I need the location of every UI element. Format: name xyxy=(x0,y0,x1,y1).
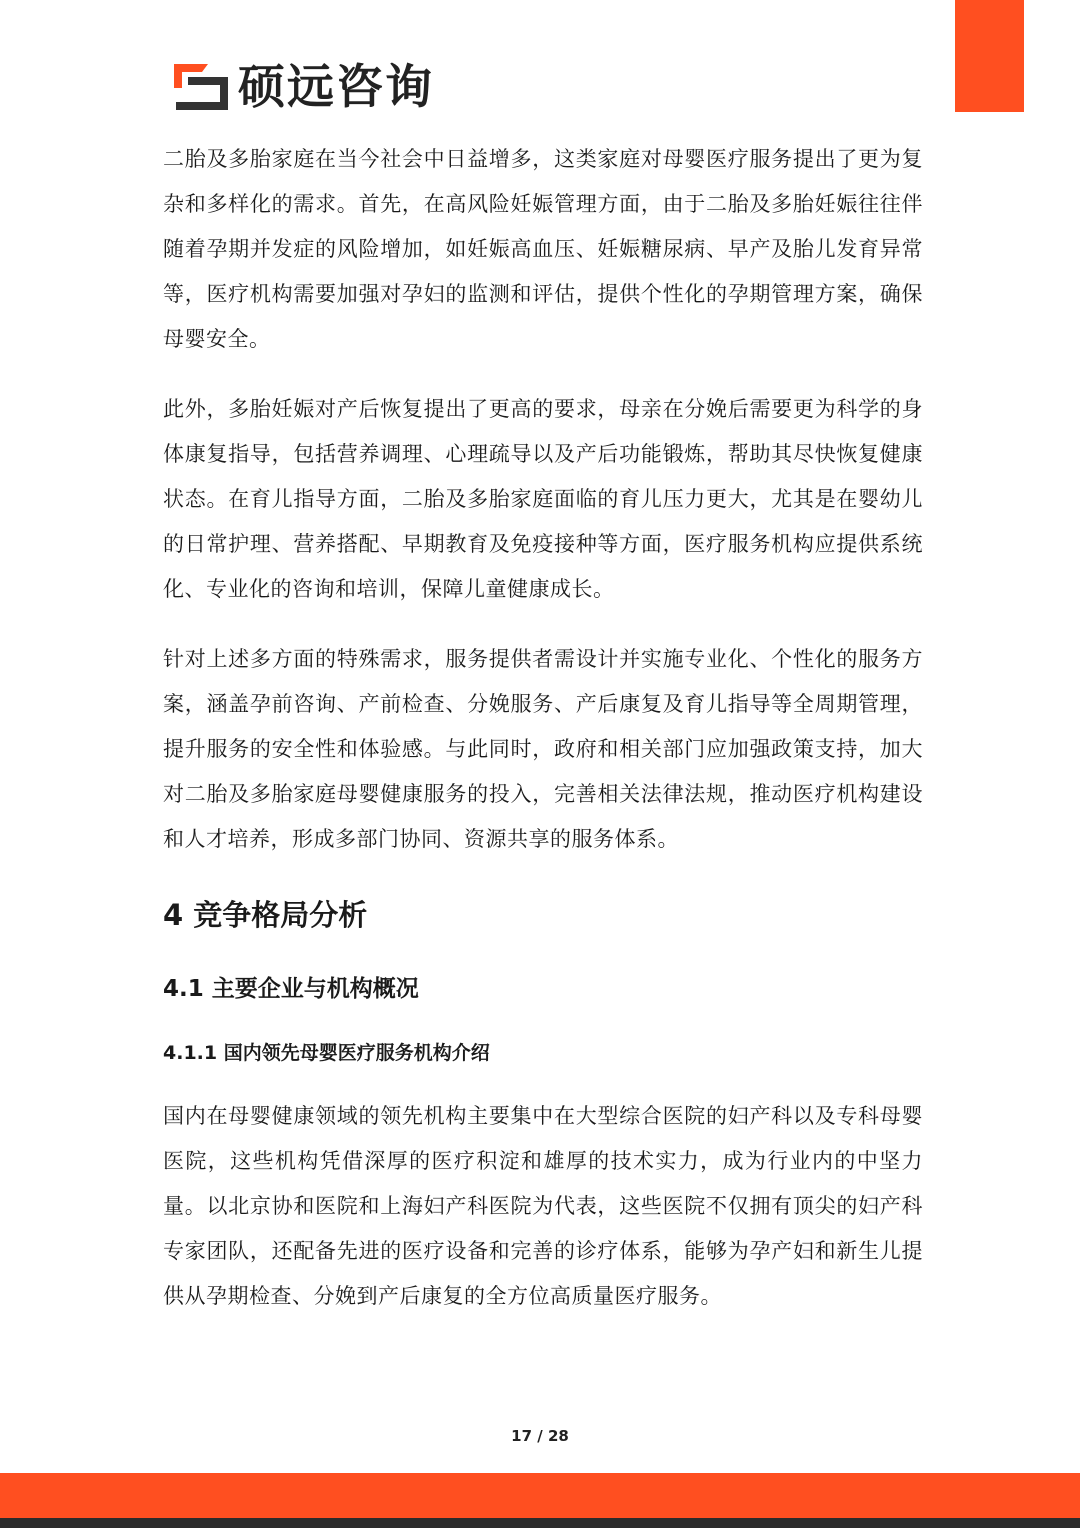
brand-name: 硕远咨询 xyxy=(238,59,434,115)
brand-logo xyxy=(174,60,434,114)
footer-dark-strip xyxy=(0,1518,1080,1528)
stacked-s-logo-icon xyxy=(174,64,228,110)
body-paragraph: 此外，多胎妊娠对产后恢复提出了更高的要求，母亲在分娩后需要更为科学的身体康复指导，包括营养调理、心理疏导以及产后功能锻炼，帮助其尽快恢复健康状态。在育儿指导方面，二胎及多胎家庭面临的育儿压力更大，尤其是在婴幼儿的日常护理、营养搭配、早期教育及免疫接种等方面，医疗服务机构应提供系统化、专业化的咨询和培训，保障儿童健康成长。 xyxy=(163,397,923,601)
body-paragraph: 二胎及多胎家庭在当今社会中日益增多，这类家庭对母婴医疗服务提出了更为复杂和多样化的需求。首先，在高风险妊娠管理方面，由于二胎及多胎妊娠往往伴随着孕期并发症的风险增加，如妊娠高血压、妊娠糖尿病、早产及胎儿发育异常等，医疗机构需要加强对孕妇的监测和评估，提供个性化的孕期管理方案，确保母婴安全。 xyxy=(163,147,923,351)
body-paragraph: 国内在母婴健康领域的领先机构主要集中在大型综合医院的妇产科以及专科母婴医院，这些机构凭借深厚的医疗积淀和雄厚的技术实力，成为行业内的中坚力量。以北京协和医院和上海妇产科医院为代表，这些医院不仅拥有顶尖的妇产科专家团队，还配备先进的医疗设备和完善的诊疗体系，能够为孕产妇和新生儿提供从孕期检查、分娩到产后康复的全方位高质量医疗服务。 xyxy=(163,1104,923,1308)
subsubsection-heading: 4.1.1 国内领先母婴医疗服务机构介绍 xyxy=(163,1042,490,1064)
subsection-heading: 4.1 主要企业与机构概况 xyxy=(163,976,419,1002)
section-heading: 4 竞争格局分析 xyxy=(163,898,368,932)
page-number: 17 / 28 xyxy=(511,1427,569,1445)
body-paragraph: 针对上述多方面的特殊需求，服务提供者需设计并实施专业化、个性化的服务方案，涵盖孕前咨询、产前检查、分娩服务、产后康复及育儿指导等全周期管理，提升服务的安全性和体验感。与此同时，政府和相关部门应加强政策支持，加大对二胎及多胎家庭母婴健康服务的投入，完善相关法律法规，推动医疗机构建设和人才培养，形成多部门协同、资源共享的服务体系。 xyxy=(163,647,923,851)
footer-accent-bar xyxy=(0,1473,1080,1518)
page-content xyxy=(163,137,923,1344)
corner-accent-block xyxy=(955,0,1024,112)
